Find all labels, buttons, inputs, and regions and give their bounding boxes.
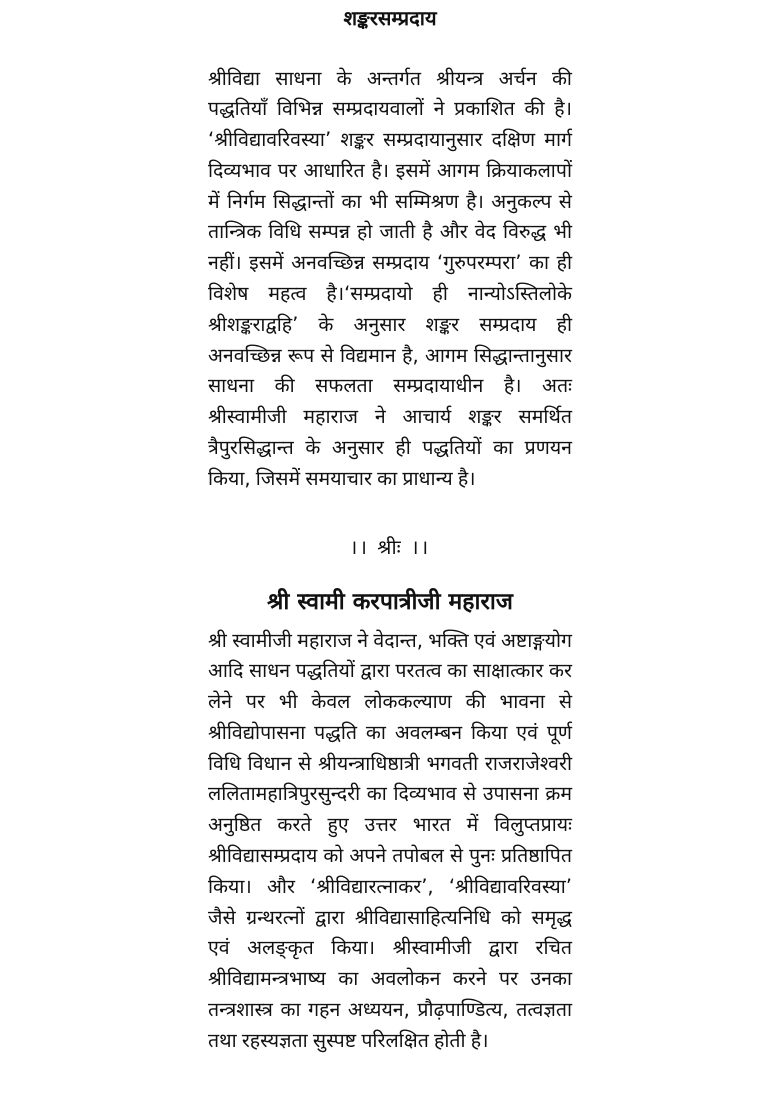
paragraph-swami-karpatri: श्री स्वामीजी महाराज ने वेदान्त, भक्ति एवं अष्टाङ्गयोग आदि साधन पद्धतियों द्वारा परतत्व का साक्षात्कार कर लेने पर भी केवल लोककल्याण की भावना से श्रीविद्योपासना पद्धति का अवलम्बन किया एवं पूर्ण विधि विधान से श्रीयन्त्राधिष्ठात्री भगवती राजराजेश्वरी ललितामहात्रिपुरसुन्दरी का दिव्यभाव से उपासना क्रम अनुष्ठित करते हुए उत्तर भारत में विलुप्तप्रायः श्रीविद्यासम्प्रदाय को अपने तपोबल से पुनः प्रतिष्ठापित किया। और ‘श्रीविद्यारत्नाकर’, ‘श्रीविद्यावरिवस्या’ जैसे ग्रन्थरत्नों द्वारा श्रीविद्यासाहित्यनिधि को समृद्ध एवं अलङ्कृत किया। श्रीस्वामीजी द्वारा रचित श्रीविद्यामन्त्रभाष्य का अवलोकन करने पर उनका तन्त्रशास्त्र का गहन अध्ययन, प्रौढ़पाण्डित्य, तत्वज्ञता तथा रहस्यज्ञता सुस्पष्ट परिलक्षित होती है। [208,628,572,1052]
section-title: श्री स्वामी करपात्रीजी महाराज [267,589,513,616]
paragraph-shankar-sampradaya: श्रीविद्या साधना के अन्तर्गत श्रीयन्त्र अर्चन की पद्धतियाँ विभिन्न सम्प्रदायवालों ने प्रकाशित की है। ‘श्रीविद्यावरिवस्या’ शङ्कर सम्प्रदायानुसार दक्षिण मार्ग दिव्यभाव पर आधारित है। इसमें आगम क्रियाकलापों में निर्गम सिद्धान्तों का भी सम्मिश्रण है। अनुकल्प से तान्त्रिक विधि सम्पन्न हो जाती है और वेद विरुद्ध भी नहीं। इसमें अनवच्छिन्न सम्प्रदाय ‘गुरुपरम्परा’ का ही विशेष महत्व है।‘सम्प्रदायो ही नान्योऽस्तिलोके श्रीशङ्कराद्वहि’ के अनुसार शङ्कर सम्प्रदाय ही अनवच्छिन्न रूप से विद्यमान है, आगम सिद्धान्तानुसार साधना की सफलता सम्प्रदायाधीन है। अतः श्रीस्वामीजी महाराज ने आचार्य शङ्कर समर्थित त्रैपुरसिद्धान्त के अनुसार ही पद्धतियों का प्रणयन किया, जिसमें समयाचार का प्राधान्य है। [208,66,572,490]
running-head: शङ्करसम्प्रदाय [343,6,437,30]
invocation-shrih: ।। श्रीः ।। [349,535,431,559]
